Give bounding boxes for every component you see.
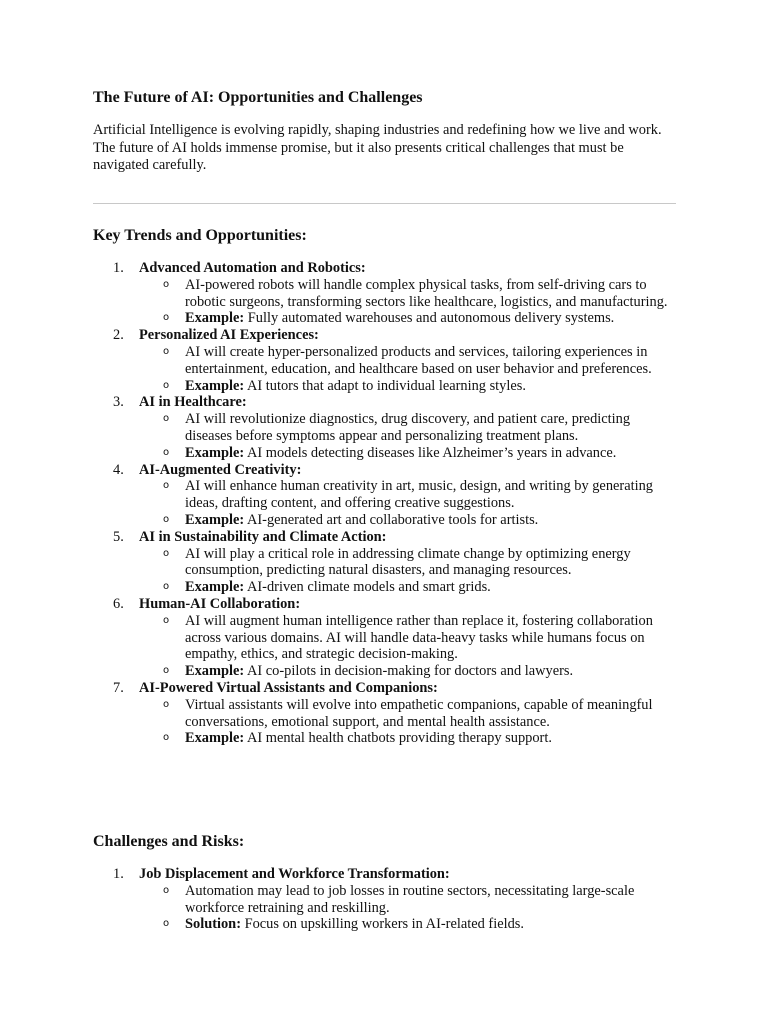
sub-list bbox=[139, 344, 678, 394]
item-title: Human-AI Collaboration: bbox=[139, 595, 301, 612]
list-item bbox=[93, 260, 678, 327]
sub-list bbox=[139, 546, 678, 596]
item-title: AI-Powered Virtual Assistants and Companions: bbox=[139, 679, 438, 696]
sub-item-description bbox=[139, 277, 678, 311]
sub-item-example bbox=[139, 663, 678, 680]
item-description: AI will revolutionize diagnostics, drug discovery, and patient care, predicting diseases before symptoms appear and personalizing treatment plans. bbox=[185, 411, 631, 444]
example-text: AI tutors that adapt to individual learning styles. bbox=[246, 377, 526, 394]
item-number: 4. bbox=[113, 461, 124, 478]
item-description: AI-powered robots will handle complex physical tasks, from self-driving cars to robotic surgeons, transforming sectors like healthcare, logistics, and manufacturing. bbox=[185, 276, 668, 310]
bullet-icon: o bbox=[163, 698, 170, 710]
item-description: AI will enhance human creativity in art, music, design, and writing by generating ideas, drafting content, and offering creative suggestions. bbox=[185, 478, 653, 512]
sub-item-description bbox=[139, 883, 678, 917]
page-title: The Future of AI: Opportunities and Challenges bbox=[93, 89, 423, 106]
sub-list bbox=[139, 478, 678, 528]
horizontal-divider bbox=[93, 203, 676, 204]
section-heading-trends: Key Trends and Opportunities: bbox=[93, 227, 307, 244]
sub-item-example bbox=[139, 378, 678, 395]
sub-item-description bbox=[139, 411, 678, 445]
example-label: Example: bbox=[185, 310, 245, 327]
example-label: Example: bbox=[185, 511, 245, 528]
item-description: Automation may lead to job losses in routine sectors, necessitating large-scale workforce retraining and reskilling. bbox=[185, 882, 635, 916]
trends-list bbox=[93, 260, 678, 747]
list-item bbox=[93, 327, 678, 394]
example-text: AI-generated art and collaborative tools for artists. bbox=[246, 511, 539, 528]
item-description: AI will play a critical role in addressing climate change by optimizing energy consumption, predicting natural disasters, and managing resources. bbox=[185, 545, 631, 579]
sub-item-description bbox=[139, 344, 678, 378]
example-text: AI-driven climate models and smart grids. bbox=[246, 579, 491, 596]
bullet-icon: o bbox=[163, 918, 170, 930]
sub-item-description bbox=[139, 613, 678, 663]
bullet-icon: o bbox=[163, 665, 170, 677]
sub-item-description bbox=[139, 697, 678, 731]
item-description: Virtual assistants will evolve into empathetic companions, capable of meaningful conversations, emotional support, and mental health assistance. bbox=[185, 696, 653, 730]
item-title: AI in Healthcare: bbox=[139, 394, 247, 411]
item-number: 1. bbox=[113, 260, 124, 276]
example-text: AI mental health chatbots providing therapy support. bbox=[246, 730, 552, 747]
item-description: AI will create hyper-personalized products and services, tailoring experiences in entertainment, education, and healthcare based on user behavior and preferences. bbox=[185, 343, 652, 377]
solution-label: Solution: bbox=[185, 916, 241, 933]
list-item bbox=[93, 462, 678, 529]
example-label: Example: bbox=[185, 579, 245, 596]
sub-list bbox=[139, 883, 678, 933]
section-heading-challenges: Challenges and Risks: bbox=[93, 833, 245, 850]
bullet-icon: o bbox=[163, 513, 170, 525]
bullet-icon: o bbox=[163, 413, 170, 425]
example-text: AI models detecting diseases like Alzheimer’s years in advance. bbox=[246, 444, 617, 461]
item-number: 5. bbox=[113, 528, 124, 545]
sub-item-example bbox=[139, 512, 678, 529]
sub-list bbox=[139, 697, 678, 747]
solution-text: Focus on upskilling workers in AI-related fields. bbox=[244, 916, 524, 933]
sub-list bbox=[139, 277, 678, 327]
list-item bbox=[93, 680, 678, 747]
sub-list bbox=[139, 411, 678, 461]
sub-item-description bbox=[139, 546, 678, 580]
sub-item-example bbox=[139, 730, 678, 747]
bullet-icon: o bbox=[163, 345, 170, 357]
item-number: 3. bbox=[113, 394, 124, 411]
item-number: 7. bbox=[113, 679, 124, 696]
sub-item-example bbox=[139, 579, 678, 596]
example-text: Fully automated warehouses and autonomous delivery systems. bbox=[247, 310, 615, 327]
bullet-icon: o bbox=[163, 732, 170, 744]
item-description: AI will augment human intelligence rather than replace it, fostering collaboration across various domains. AI will handle data-heavy tasks while humans focus on empathy, ethics, and strategic decision-making. bbox=[185, 612, 653, 663]
example-label: Example: bbox=[185, 663, 245, 680]
list-item bbox=[93, 394, 678, 461]
bullet-icon: o bbox=[163, 581, 170, 593]
item-title: AI in Sustainability and Climate Action: bbox=[139, 528, 387, 545]
example-text: AI co-pilots in decision-making for doctors and lawyers. bbox=[246, 663, 574, 680]
bullet-icon: o bbox=[163, 379, 170, 391]
item-number: 1. bbox=[113, 866, 124, 882]
list-item bbox=[93, 596, 678, 680]
item-number: 6. bbox=[113, 595, 124, 612]
example-label: Example: bbox=[185, 377, 245, 394]
sub-item-example bbox=[139, 310, 678, 327]
sub-list bbox=[139, 613, 678, 680]
sub-item-description bbox=[139, 478, 678, 512]
item-title: Advanced Automation and Robotics: bbox=[139, 260, 366, 276]
example-label: Example: bbox=[185, 444, 245, 461]
item-title: Personalized AI Experiences: bbox=[139, 327, 319, 344]
bullet-icon: o bbox=[163, 480, 170, 492]
item-title: Job Displacement and Workforce Transformation: bbox=[139, 866, 450, 882]
bullet-icon: o bbox=[163, 446, 170, 458]
bullet-icon: o bbox=[163, 884, 170, 896]
bullet-icon: o bbox=[163, 547, 170, 559]
bullet-icon: o bbox=[163, 312, 170, 324]
example-label: Example: bbox=[185, 730, 245, 747]
bullet-icon: o bbox=[163, 278, 170, 290]
list-item bbox=[93, 866, 678, 933]
sub-item-solution bbox=[139, 916, 678, 933]
item-number: 2. bbox=[113, 327, 124, 344]
bullet-icon: o bbox=[163, 614, 170, 626]
item-title: AI-Augmented Creativity: bbox=[139, 461, 302, 478]
sub-item-example bbox=[139, 445, 678, 462]
list-item bbox=[93, 529, 678, 596]
intro-paragraph: Artificial Intelligence is evolving rapidly, shaping industries and redefining how we live and work. The future of AI holds immense promise, but it also presents critical challenges that must be navigated carefully. bbox=[93, 122, 662, 173]
challenges-list bbox=[93, 866, 678, 933]
